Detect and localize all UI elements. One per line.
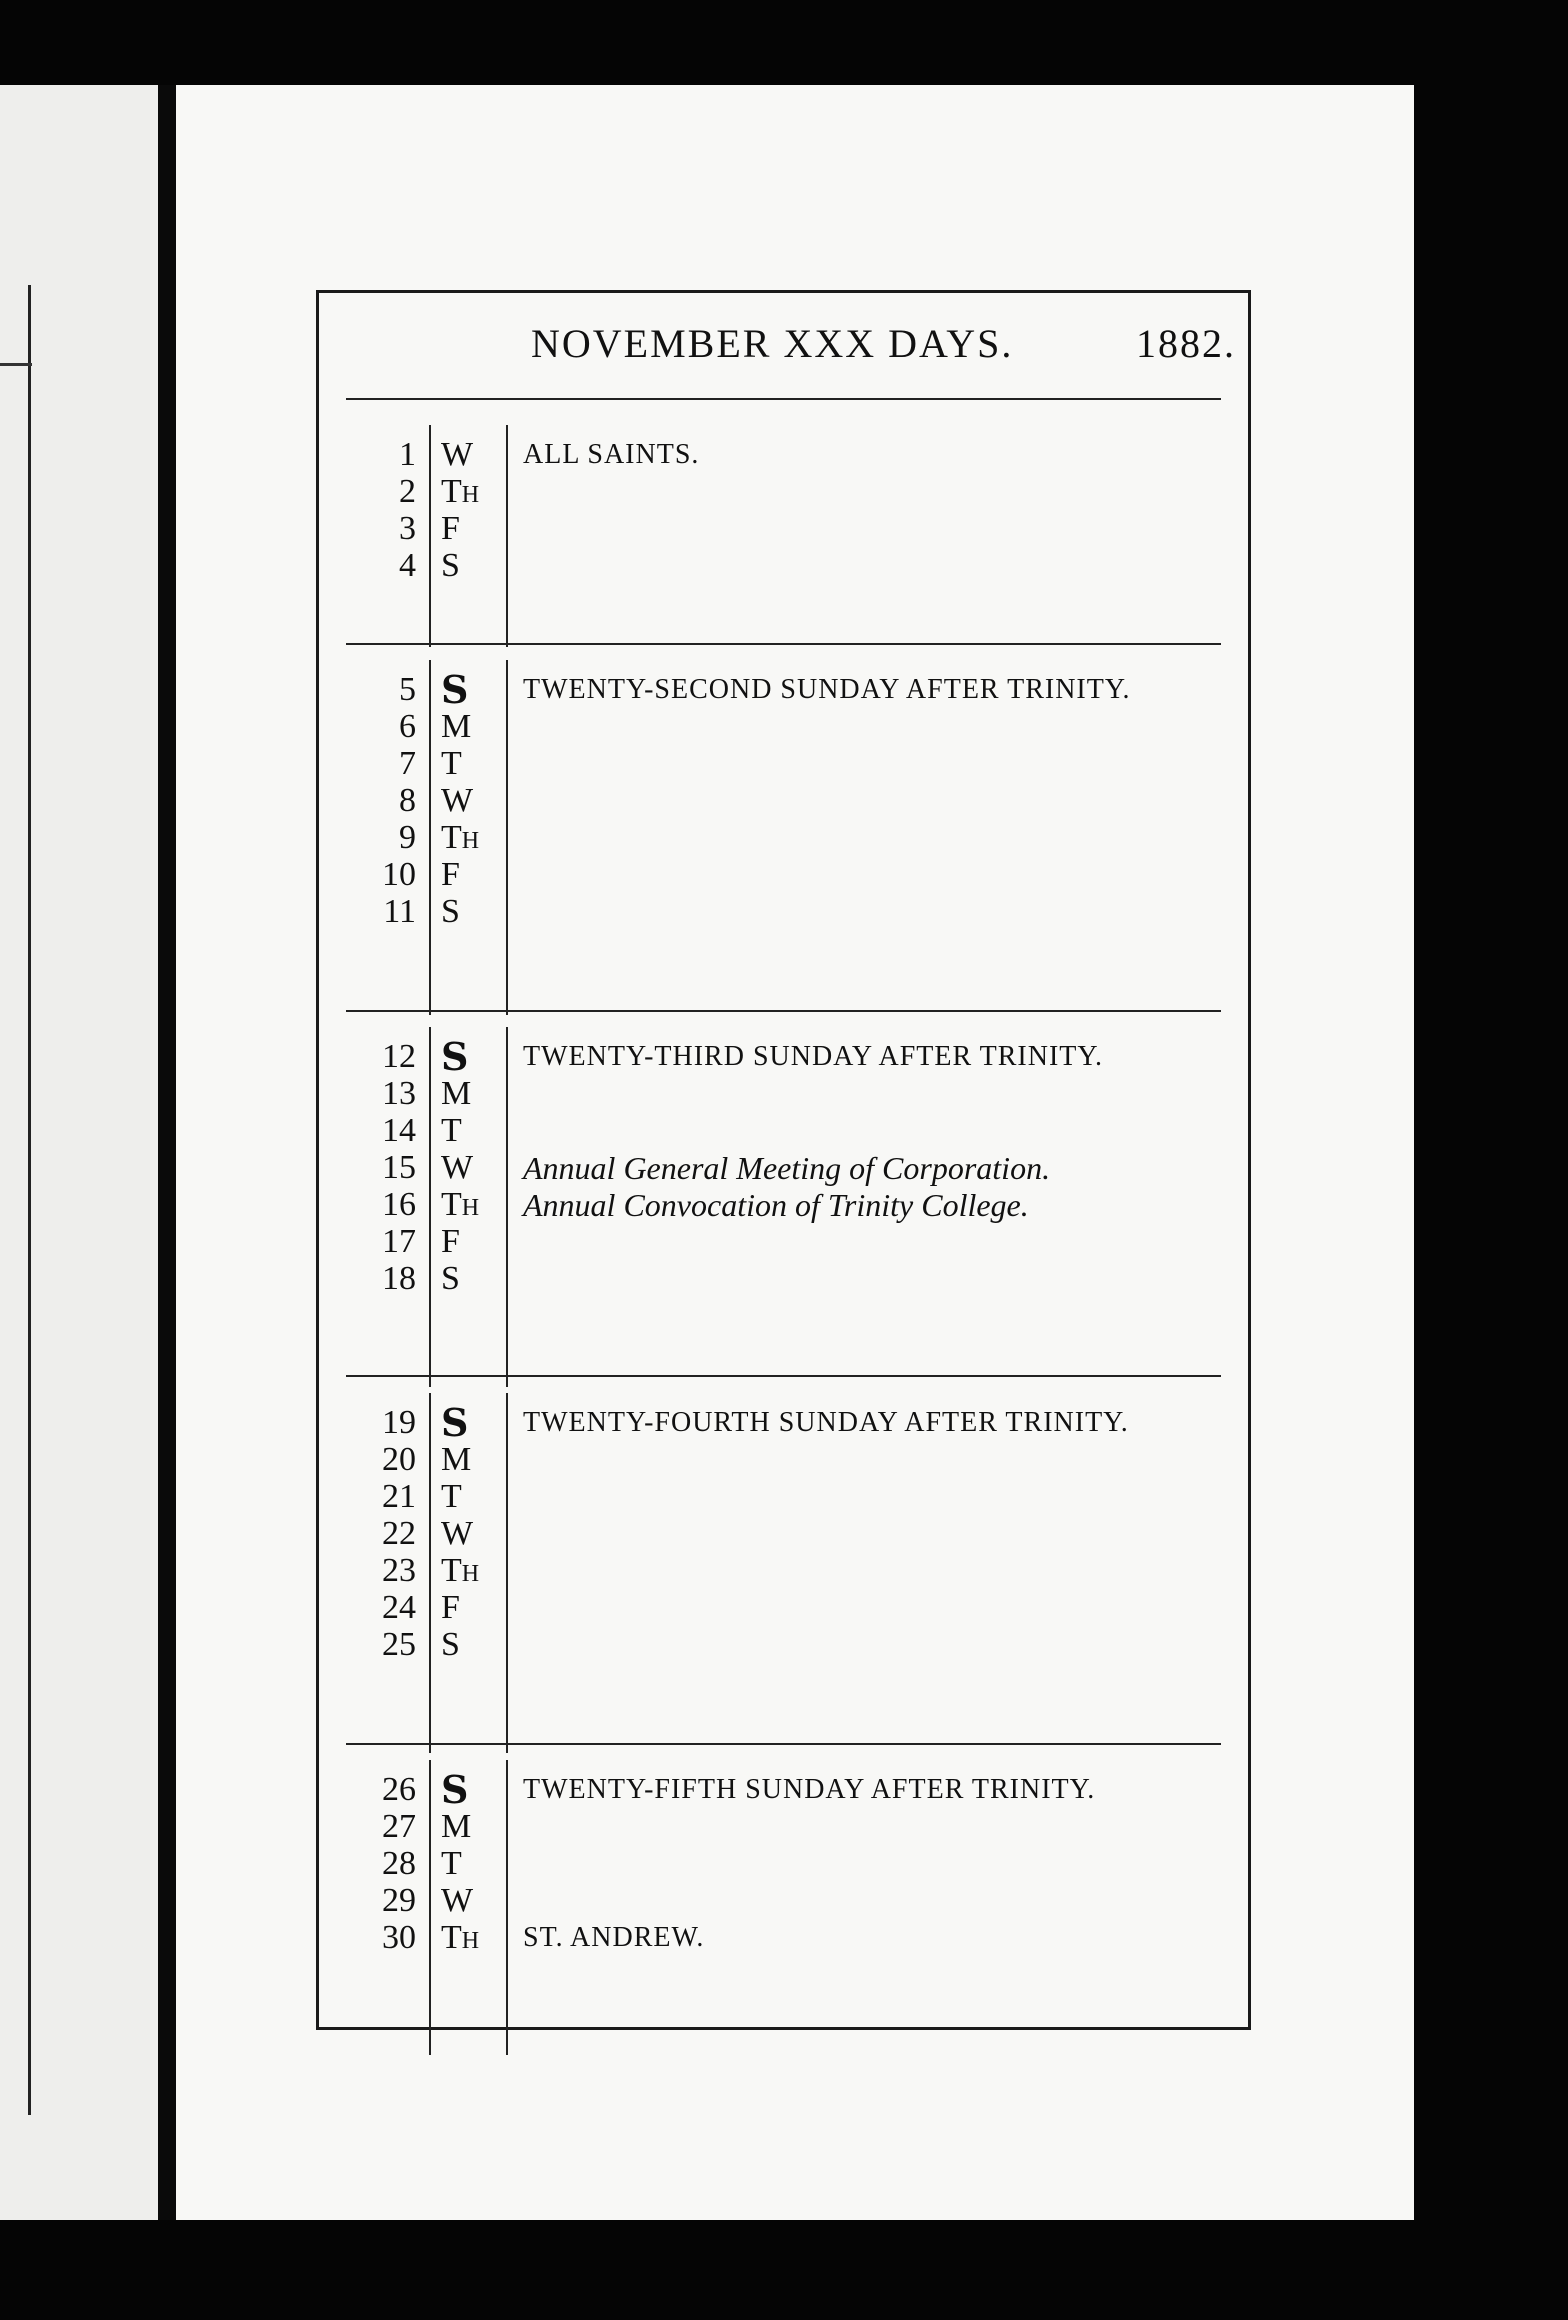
week-divider-rule xyxy=(346,1743,1221,1745)
day-number: 27 xyxy=(382,1808,416,1845)
weekday-letter: T xyxy=(441,745,462,782)
weekday-letter: F xyxy=(441,1589,460,1626)
day-row xyxy=(341,709,511,745)
calendar-event: TWENTY-FIFTH SUNDAY AFTER TRINITY. xyxy=(523,1774,1096,1805)
day-number: 2 xyxy=(399,473,416,510)
day-row xyxy=(341,1553,511,1589)
week-block xyxy=(341,425,1241,647)
month-title: NOVEMBER XXX DAYS. xyxy=(531,321,1014,366)
calendar-event: Annual Convocation of Trinity College. xyxy=(523,1187,1029,1223)
day-row xyxy=(341,1187,511,1223)
weekday-letter: TH xyxy=(441,473,480,510)
day-number: 28 xyxy=(382,1845,416,1882)
day-row xyxy=(341,1590,511,1626)
page-header xyxy=(176,320,1414,380)
day-row xyxy=(341,1479,511,1515)
day-number: 25 xyxy=(382,1626,416,1663)
weekday-letter: TH xyxy=(441,1186,480,1223)
day-number: 13 xyxy=(382,1075,416,1112)
weekday-letter: TH xyxy=(441,819,480,856)
day-number: 4 xyxy=(399,547,416,584)
day-number: 17 xyxy=(382,1223,416,1260)
day-row xyxy=(341,548,511,584)
day-row xyxy=(341,667,511,712)
weekday-letter: T xyxy=(441,1478,462,1515)
weekday-letter: W xyxy=(441,782,474,819)
day-row xyxy=(341,1627,511,1663)
weekday-letter: M xyxy=(441,708,472,745)
day-row xyxy=(341,1846,511,1882)
day-row xyxy=(341,1076,511,1112)
day-number: 20 xyxy=(382,1441,416,1478)
day-number: 3 xyxy=(399,510,416,547)
day-number: 8 xyxy=(399,782,416,819)
day-row xyxy=(341,894,511,930)
weekday-letter: M xyxy=(441,1808,472,1845)
day-row xyxy=(341,1113,511,1149)
week-divider-rule xyxy=(346,1375,1221,1377)
day-number: 1 xyxy=(399,436,416,473)
day-number: 29 xyxy=(382,1882,416,1919)
day-number: 7 xyxy=(399,745,416,782)
day-row xyxy=(341,783,511,819)
day-row xyxy=(341,746,511,782)
weekday-letter: F xyxy=(441,510,460,547)
weekday-letter: TH xyxy=(441,1552,480,1589)
day-row xyxy=(341,1809,511,1845)
weekday-letter: T xyxy=(441,1112,462,1149)
day-number: 23 xyxy=(382,1552,416,1589)
day-row xyxy=(341,1034,511,1079)
day-row xyxy=(341,1261,511,1297)
weekday-letter: W xyxy=(441,1882,474,1919)
weekday-letter: M xyxy=(441,1075,472,1112)
day-row xyxy=(341,474,511,510)
weekday-letter: S xyxy=(441,893,460,930)
calendar-event: TWENTY-THIRD SUNDAY AFTER TRINITY. xyxy=(523,1041,1103,1072)
weekday-letter: F xyxy=(441,1223,460,1260)
day-number: 19 xyxy=(382,1404,416,1441)
sunday-letter: S xyxy=(441,667,469,712)
year-label: 1882. xyxy=(1136,321,1236,366)
week-block xyxy=(341,1760,1241,2055)
day-row xyxy=(341,1150,511,1186)
week-divider-rule xyxy=(346,643,1221,645)
book-gutter xyxy=(158,85,176,2220)
day-number: 22 xyxy=(382,1515,416,1552)
day-number: 5 xyxy=(399,671,416,708)
day-number: 11 xyxy=(383,893,416,930)
day-number: 12 xyxy=(382,1038,416,1075)
day-row xyxy=(341,1442,511,1478)
day-number: 21 xyxy=(382,1478,416,1515)
calendar-event: Annual General Meeting of Corporation. xyxy=(523,1150,1051,1186)
weekday-letter: W xyxy=(441,436,474,473)
day-number: 26 xyxy=(382,1771,416,1808)
day-number: 24 xyxy=(382,1589,416,1626)
day-row xyxy=(341,1767,511,1812)
sunday-letter: S xyxy=(441,1767,469,1812)
day-number: 18 xyxy=(382,1260,416,1297)
day-row xyxy=(341,1920,511,1956)
sunday-letter: S xyxy=(441,1400,469,1445)
week-block xyxy=(341,1393,1241,1753)
calendar-event: ALL SAINTS. xyxy=(523,439,700,470)
day-number: 16 xyxy=(382,1186,416,1223)
facing-page-hrule xyxy=(0,363,32,366)
day-row xyxy=(341,1224,511,1260)
weekday-letter: F xyxy=(441,856,460,893)
facing-page-rule xyxy=(28,285,31,2115)
weekday-letter: S xyxy=(441,1260,460,1297)
sunday-letter: S xyxy=(441,1034,469,1079)
calendar-page xyxy=(176,85,1414,2220)
header-rule xyxy=(346,398,1221,400)
day-number: 10 xyxy=(382,856,416,893)
calendar-event: TWENTY-FOURTH SUNDAY AFTER TRINITY. xyxy=(523,1407,1129,1438)
day-row xyxy=(341,1516,511,1552)
day-row xyxy=(341,511,511,547)
day-number: 9 xyxy=(399,819,416,856)
day-row xyxy=(341,857,511,893)
weekday-letter: W xyxy=(441,1149,474,1186)
day-row xyxy=(341,437,511,473)
weekday-letter: M xyxy=(441,1441,472,1478)
calendar-event: ST. ANDREW. xyxy=(523,1922,705,1953)
day-number: 6 xyxy=(399,708,416,745)
day-number: 14 xyxy=(382,1112,416,1149)
weekday-letter: T xyxy=(441,1845,462,1882)
calendar-event: TWENTY-SECOND SUNDAY AFTER TRINITY. xyxy=(523,674,1131,705)
day-row xyxy=(341,1883,511,1919)
week-divider-rule xyxy=(346,1010,1221,1012)
day-number: 15 xyxy=(382,1149,416,1186)
day-number: 30 xyxy=(382,1919,416,1956)
weekday-letter: S xyxy=(441,547,460,584)
weekday-letter: W xyxy=(441,1515,474,1552)
weekday-letter: TH xyxy=(441,1919,480,1956)
weekday-letter: S xyxy=(441,1626,460,1663)
week-block xyxy=(341,660,1241,1015)
day-row xyxy=(341,820,511,856)
week-block xyxy=(341,1027,1241,1387)
day-row xyxy=(341,1400,511,1445)
facing-page-edge xyxy=(0,85,160,2220)
